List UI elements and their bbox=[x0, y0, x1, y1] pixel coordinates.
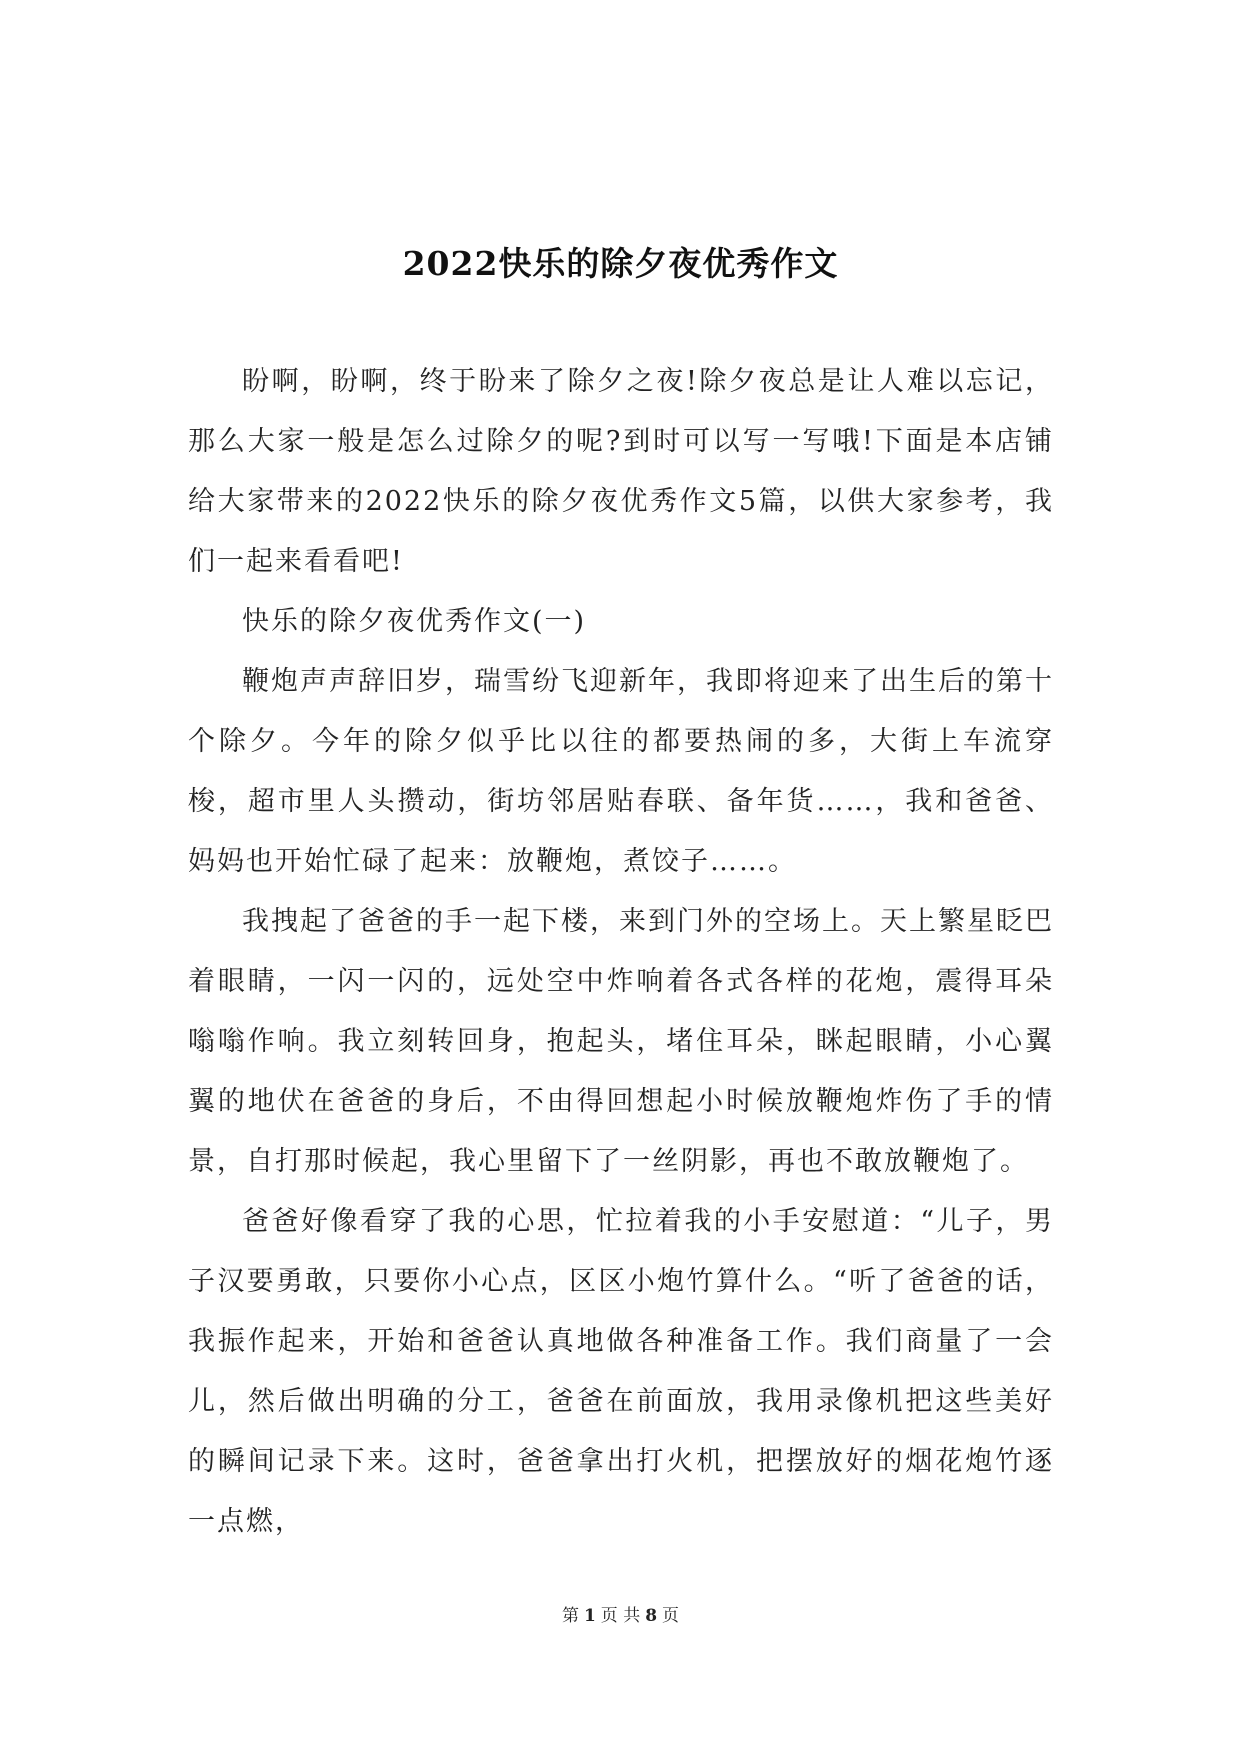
section-heading: 快乐的除夕夜优秀作文(一) bbox=[242, 606, 587, 637]
footer-suffix: 页 bbox=[662, 1606, 680, 1626]
paragraph: 爸爸好像看穿了我的心思，忙拉着我的小手安慰道：“儿子，男子汉要勇敢，只要你小心点，区区小炮竹算什么。“听了爸爸的话，我振作起来，开始和爸爸认真地做各种准备工作。我们商量了一会儿，然后做出明确的分工，爸爸在前面放，我用录像机把这些美好的瞬间记录下来。这时，爸爸拿出打火机，把摆放好的烟花炮竹逐一点燃， bbox=[188, 1206, 1054, 1537]
document-body bbox=[188, 352, 1054, 1552]
paragraph: 我拽起了爸爸的手一起下楼，来到门外的空场上。天上繁星眨巴着眼睛，一闪一闪的，远处空中炸响着各式各样的花炮，震得耳朵嗡嗡作响。我立刻转回身，抱起头，堵住耳朵，眯起眼睛，小心翼翼的地伏在爸爸的身后，不由得回想起小时候放鞭炮炸伤了手的情景，自打那时候起，我心里留下了一丝阴影，再也不敢放鞭炮了。 bbox=[188, 906, 1054, 1177]
page-total: 8 bbox=[645, 1606, 658, 1626]
page-number: 1 bbox=[583, 1606, 596, 1626]
footer-middle: 页 共 bbox=[600, 1606, 641, 1626]
document-title: 2022快乐的除夕夜优秀作文 bbox=[402, 244, 839, 284]
paragraph: 鞭炮声声辞旧岁，瑞雪纷飞迎新年，我即将迎来了出生后的第十个除夕。今年的除夕似乎比以往的都要热闹的多，大街上车流穿梭，超市里人头攒动，街坊邻居贴春联、备年货……，我和爸爸、妈妈也开始忙碌了起来：放鞭炮，煮饺子……。 bbox=[188, 666, 1054, 877]
paragraph-intro: 盼啊，盼啊，终于盼来了除夕之夜!除夕夜总是让人难以忘记，那么大家一般是怎么过除夕的呢?到时可以写一写哦!下面是本店铺给大家带来的2022快乐的除夕夜优秀作文5篇，以供大家参考，我们一起来看看吧! bbox=[188, 366, 1054, 577]
page-footer bbox=[0, 1605, 1241, 1627]
footer-prefix: 第 bbox=[561, 1606, 579, 1626]
